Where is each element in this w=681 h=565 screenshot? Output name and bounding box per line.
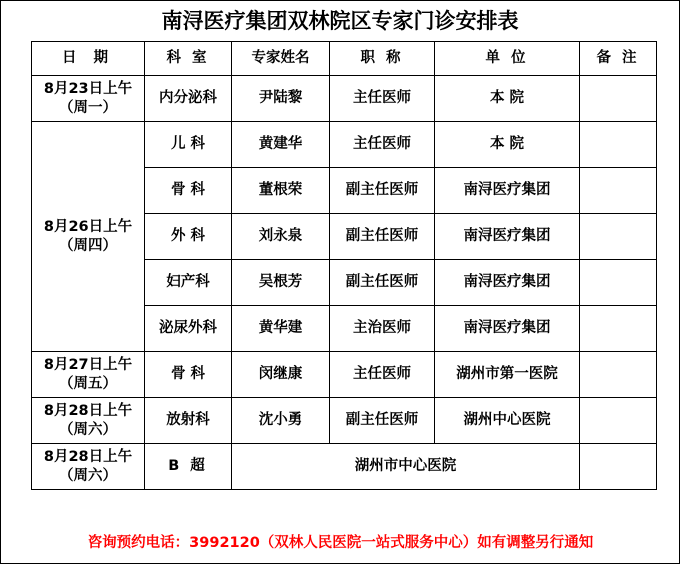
schedule-table (31, 41, 657, 490)
table-row (32, 76, 657, 122)
footer-note: 咨询预约电话：3992120（双林人民医院一站式服务中心）如有调整另行通知 (87, 535, 594, 551)
date-line-1: 8月27日上午 (43, 357, 133, 374)
cell-expert-name: 沈小勇 (232, 398, 330, 444)
cell-unit: 本 院 (435, 122, 580, 168)
cell-unit: 南浔医疗集团 (435, 260, 580, 306)
cell-remark (580, 260, 657, 306)
date-line-2: （周一） (59, 99, 117, 116)
column-header-professional-title: 职 称 (330, 42, 435, 76)
cell-professional-title: 主任医师 (330, 122, 435, 168)
cell-unit: 南浔医疗集团 (435, 214, 580, 260)
cell-remark (580, 76, 657, 122)
page-title: 南浔医疗集团双林院区专家门诊安排表 (161, 9, 519, 33)
cell-date (32, 352, 145, 398)
date-line-2: （周五） (59, 375, 117, 392)
cell-department: 骨 科 (145, 352, 232, 398)
cell-date (32, 444, 145, 490)
table-header-row (32, 42, 657, 76)
cell-remark (580, 214, 657, 260)
date-line-1: 8月28日上午 (43, 403, 133, 420)
cell-department: B 超 (145, 444, 232, 490)
cell-unit-merged: 湖州市中心医院 (232, 444, 580, 490)
cell-department: 外 科 (145, 214, 232, 260)
cell-unit: 南浔医疗集团 (435, 168, 580, 214)
cell-professional-title: 主任医师 (330, 352, 435, 398)
cell-remark (580, 398, 657, 444)
cell-date (32, 122, 145, 352)
cell-unit: 湖州中心医院 (435, 398, 580, 444)
cell-professional-title: 主治医师 (330, 306, 435, 352)
cell-remark (580, 122, 657, 168)
table-row (32, 444, 657, 490)
cell-unit: 本 院 (435, 76, 580, 122)
cell-department: 泌尿外科 (145, 306, 232, 352)
cell-professional-title: 主任医师 (330, 76, 435, 122)
date-line-2: （周四） (59, 237, 117, 254)
cell-expert-name: 董根荣 (232, 168, 330, 214)
cell-expert-name: 闵继康 (232, 352, 330, 398)
cell-expert-name: 黄华建 (232, 306, 330, 352)
cell-expert-name: 黄建华 (232, 122, 330, 168)
cell-professional-title: 副主任医师 (330, 398, 435, 444)
date-line-1: 8月23日上午 (43, 81, 133, 98)
table-row (32, 122, 657, 168)
date-line-1: 8月28日上午 (43, 449, 133, 466)
date-line-2: （周六） (59, 421, 117, 438)
table-row (32, 352, 657, 398)
cell-unit: 南浔医疗集团 (435, 306, 580, 352)
cell-professional-title: 副主任医师 (330, 168, 435, 214)
cell-expert-name: 尹陆黎 (232, 76, 330, 122)
cell-remark (580, 444, 657, 490)
cell-expert-name: 刘永泉 (232, 214, 330, 260)
table-row (32, 398, 657, 444)
column-header-unit: 单 位 (435, 42, 580, 76)
cell-department: 妇产科 (145, 260, 232, 306)
cell-unit: 湖州市第一医院 (435, 352, 580, 398)
cell-professional-title: 副主任医师 (330, 214, 435, 260)
column-header-expert-name: 专家姓名 (232, 42, 330, 76)
cell-professional-title: 副主任医师 (330, 260, 435, 306)
cell-remark (580, 306, 657, 352)
column-header-remark: 备 注 (580, 42, 657, 76)
cell-remark (580, 168, 657, 214)
cell-remark (580, 352, 657, 398)
cell-department: 骨 科 (145, 168, 232, 214)
cell-department: 儿 科 (145, 122, 232, 168)
cell-date (32, 398, 145, 444)
column-header-department: 科 室 (145, 42, 232, 76)
date-line-1: 8月26日上午 (43, 219, 133, 236)
cell-department: 放射科 (145, 398, 232, 444)
cell-date (32, 76, 145, 122)
date-line-2: （周六） (59, 467, 117, 484)
cell-expert-name: 吴根芳 (232, 260, 330, 306)
column-header-date: 日 期 (32, 42, 145, 76)
cell-department: 内分泌科 (145, 76, 232, 122)
